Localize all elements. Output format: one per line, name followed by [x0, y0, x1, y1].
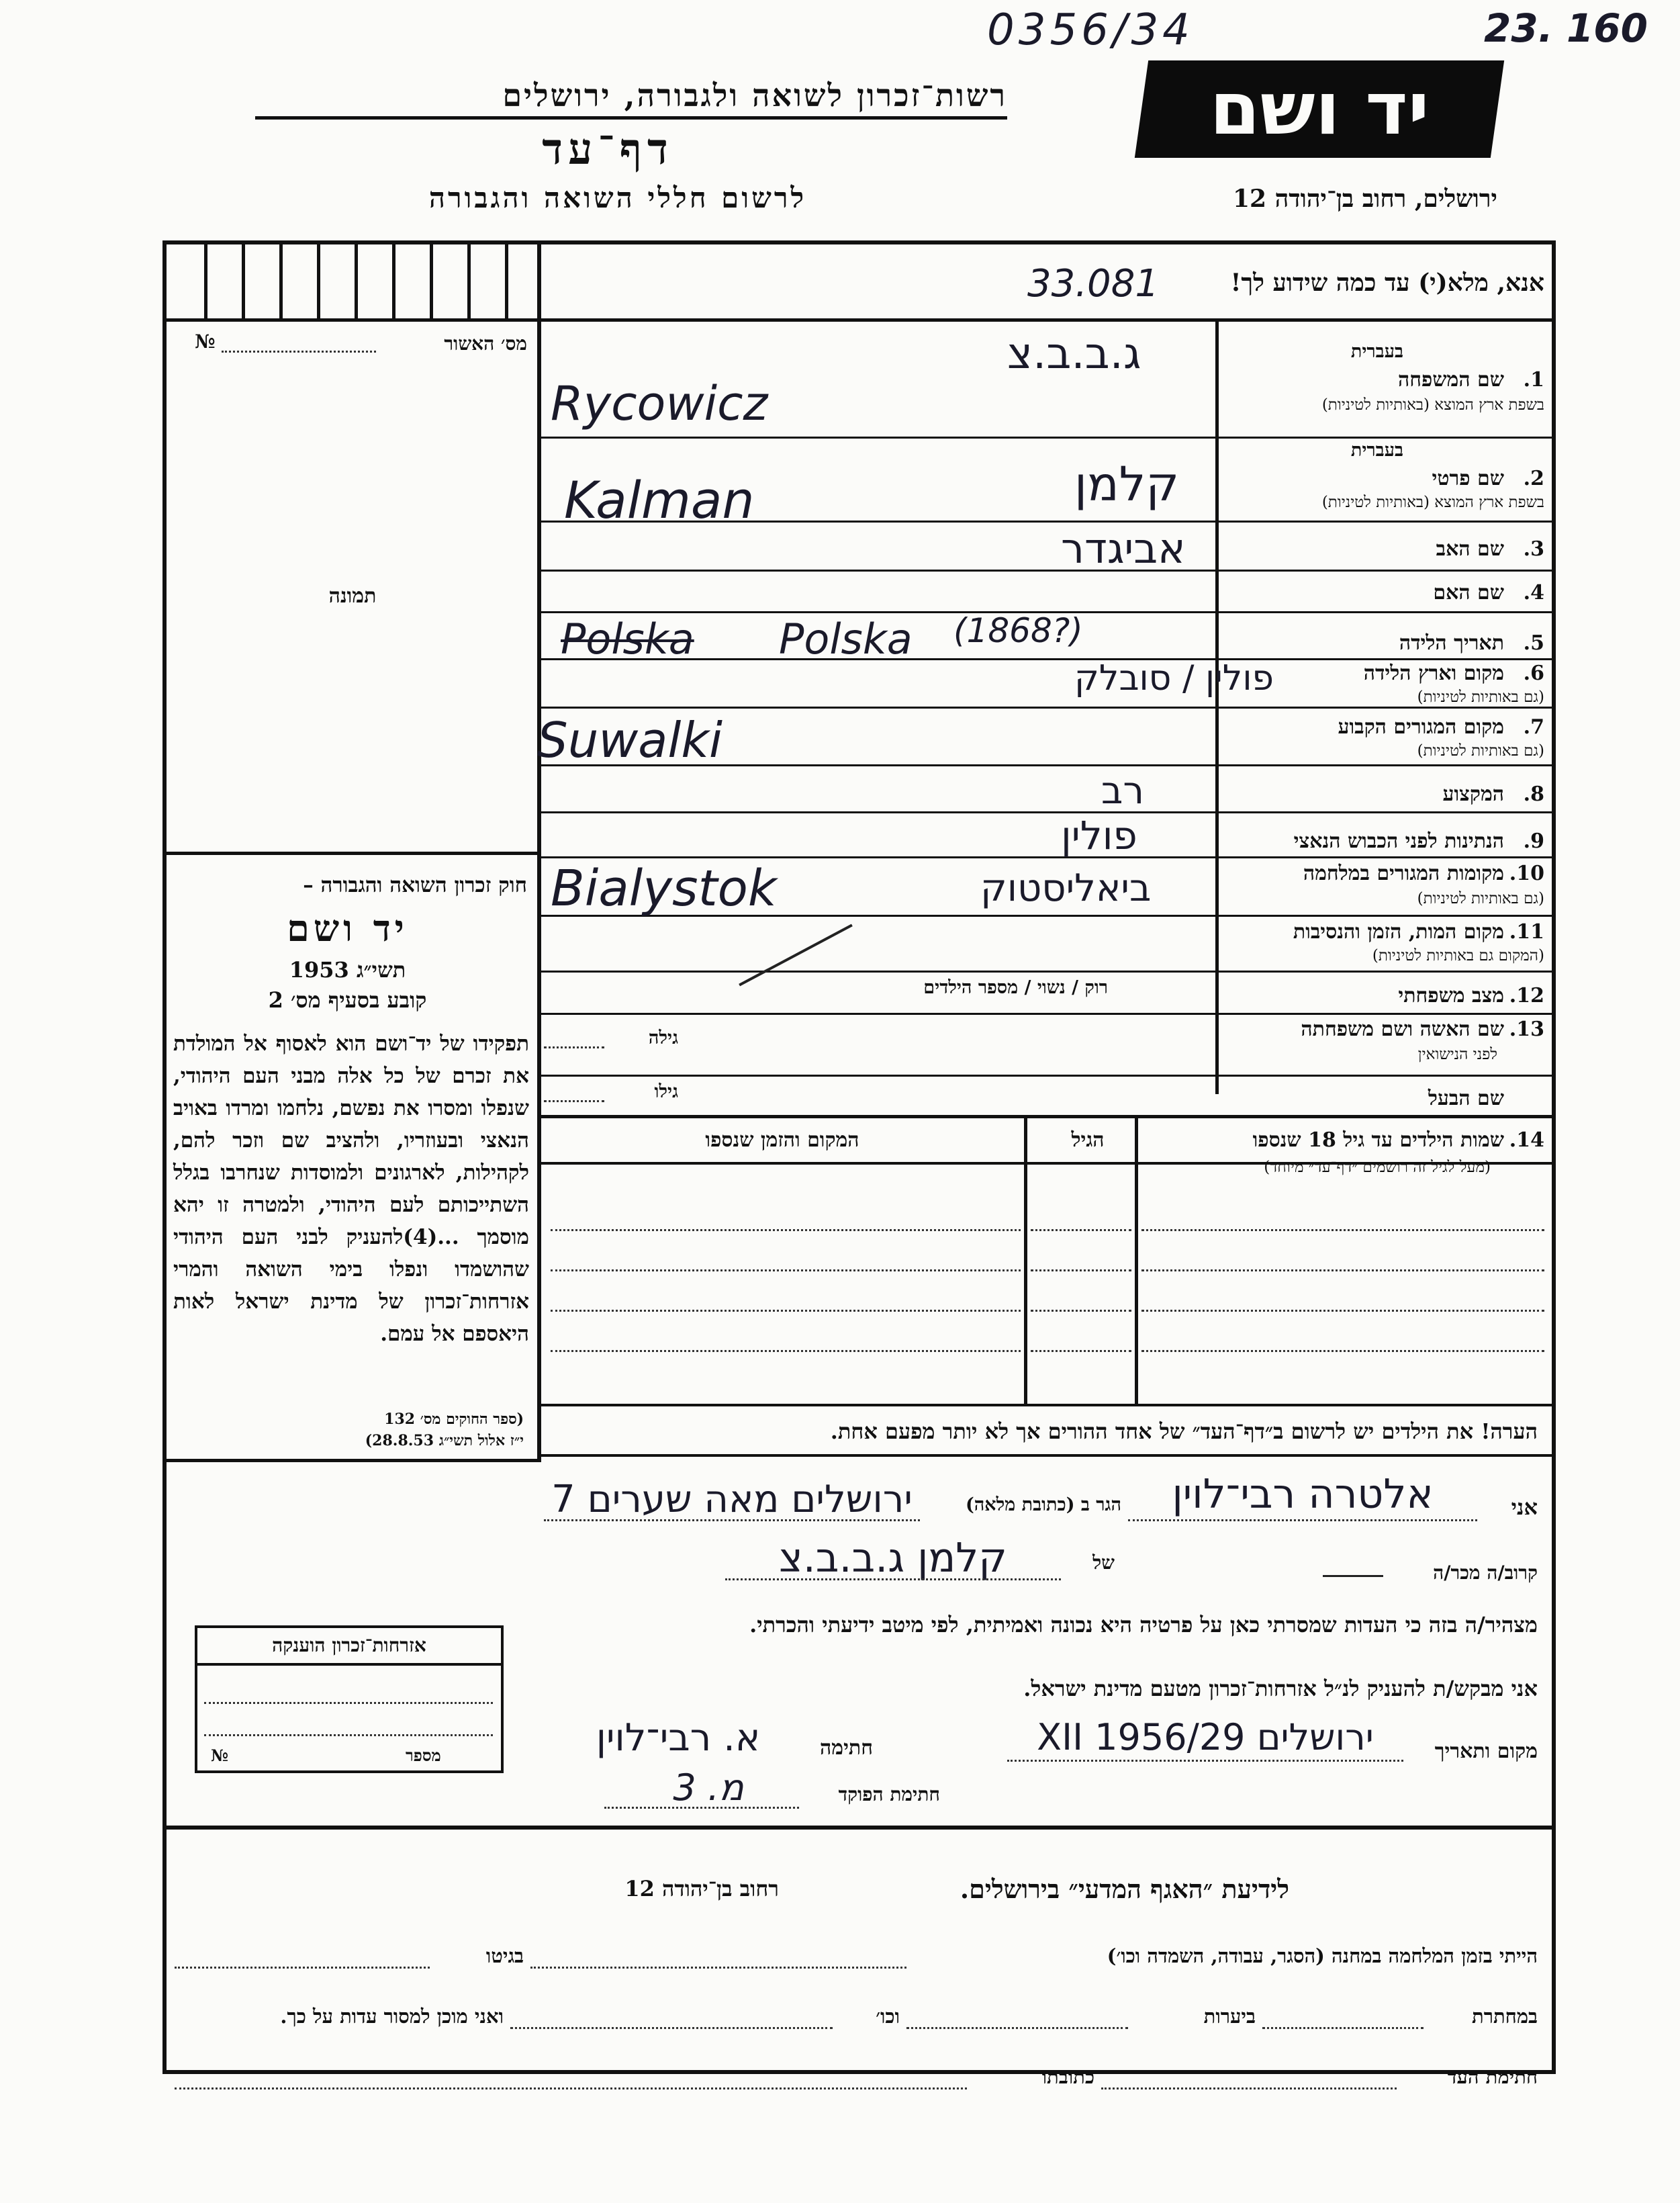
footer-title: לידיעת ״האגף המדעי״ בירושלים. — [960, 1874, 1289, 1904]
field-9-num: 9. — [1523, 829, 1544, 853]
decl-request: אני מבקש/ת להעניק לנ״ל אזרחות־זכרון מטעם מדינת ישראל. — [1023, 1676, 1538, 1701]
field-11-num: 11. — [1509, 920, 1544, 944]
field-4-label: שם האם — [1433, 581, 1504, 604]
citizenship-box — [195, 1625, 504, 1773]
corner-number: 23. 160 — [1484, 5, 1648, 51]
photo-area — [175, 376, 530, 813]
decl-ani: אני — [1511, 1494, 1538, 1520]
photo-label: תמונה — [328, 584, 377, 608]
yad-vashem-logo — [1135, 60, 1504, 158]
footer-line1-b: בגיטו — [485, 1944, 524, 1967]
children-age-col: הגיל — [1071, 1128, 1105, 1152]
logo-text: יד ושם — [1209, 67, 1430, 151]
field-2-value-he: קלמן — [1074, 457, 1180, 512]
decl-of-label: של — [1092, 1552, 1115, 1574]
field-12-label: מצב משפחתי — [1398, 984, 1504, 1007]
field-5-label: תאריך הלידה — [1399, 631, 1504, 655]
field-10-sub: (גם באותיות לטיניות) — [1417, 890, 1544, 907]
decl-statement: מצהיר/ה בזה כי העדות שמסרתי כאן על פרטיה היא נכונה ואמיתית, לפי מיטב ידיעתי והכרתי. — [749, 1612, 1538, 1637]
footer-line2-d: ואני מוכן למסור עדות על כך. — [280, 2005, 504, 2028]
decl-place-date-label: מקום ותאריך — [1434, 1740, 1538, 1763]
field-13-num: 13. — [1509, 1018, 1544, 1041]
note-text: הערה! את הילדים יש לרשום ב״דף־העד״ של אחד ההורים אך לא יותר מפעם אחת. — [830, 1419, 1538, 1444]
form-subtitle: לרשום חללי השואה והגבורה — [428, 181, 807, 214]
approval-label: מס׳ האשור — [444, 332, 527, 355]
field-1-sub: בשפת ארץ המוצא (באותיות לטיניות) — [1321, 396, 1544, 414]
field-7-num: 7. — [1523, 715, 1544, 739]
decl-signature-label: חתימה — [820, 1736, 873, 1760]
field-1-value-he: ג.ב.ב.צ — [1007, 329, 1141, 379]
stamp-number: 0356/34 — [987, 5, 1194, 55]
field-8-value-he: רב — [1101, 769, 1144, 813]
field-8-num: 8. — [1523, 782, 1544, 806]
field-3-label: שם האב — [1436, 537, 1504, 561]
form-title: דף־עד — [542, 124, 673, 175]
decl-signature: א. רבי־לוין — [596, 1716, 761, 1760]
law-ref-1: (ספר החוקים מס׳ 132 — [384, 1410, 524, 1428]
field-10-num: 10. — [1509, 862, 1544, 885]
field-13-label: שם האשה ושם משפחתה — [1301, 1018, 1504, 1041]
field-1-value-latin: Rycowicz — [551, 376, 768, 431]
header-address: ירושלים, רחוב בן־יהודה 12 — [1232, 185, 1497, 213]
tick-cells — [167, 244, 543, 318]
wife-age-label: גילה — [648, 1028, 678, 1048]
field-6-label: מקום וארץ הלידה — [1363, 662, 1504, 685]
field-7-sub: (גם באותיות לטיניות) — [1417, 742, 1544, 760]
field-11-sub: (המקום גם באותיות לטיניות) — [1372, 947, 1544, 964]
field-2-sub: בשפת ארץ המוצא (באותיות לטיניות) — [1321, 494, 1544, 511]
field-2-tag: בעברית — [1350, 440, 1403, 461]
field-1-label: שם המשפחה — [1397, 368, 1504, 392]
decl-relative-strike — [1323, 1575, 1383, 1577]
footer-address: רחוב בן־יהודה 12 — [624, 1876, 779, 1901]
children-sub: (מעל לגיל זה רושמים ״דף־עד״ מיוחד) — [1264, 1159, 1491, 1176]
law-section: קובע בסעיף מס׳ 2 — [268, 987, 427, 1013]
approval-no: № — [195, 330, 216, 353]
husband-age-label: גילו — [654, 1081, 678, 1102]
field-1-tag: בעברית — [1350, 341, 1403, 362]
field-3-value-he: אביגדר — [1061, 524, 1186, 573]
field-3-num: 3. — [1523, 537, 1544, 561]
field-7-value-latin: Suwalki — [537, 712, 723, 768]
footer-line2-b: ביערות — [1203, 2005, 1256, 2028]
footer-line1-a: הייתי בזמן המלחמה במחנה (הסגר, עבודה, השמדה וכו׳) — [1107, 1944, 1538, 1967]
law-text: תפקידו של יד־ושם הוא לאסוף אל המולדת את זכרם של כל אלה מבני העם היהודי, שנפלו ומסרו את נפשם, נלחמו ומרדו באויב הנאצי ובעוזריו, ולהציב שם וזכר להם, לקהילות, לארגונים ולמוסדות שנחרבו בגלל השתייכותם לעם היהודי, ולמטרה זו יהא מוסמך ...(4)להעניק לבני העם היהודי שהושמדו ונפלו בימי השואה והמרי אזרחות־זכרון של מדינת ישראל לאות היאספם אל עמם. — [173, 1032, 529, 1346]
footer-line2-c: וכו׳ — [876, 2005, 900, 2028]
field-5-num: 5. — [1523, 631, 1544, 655]
intro-number: 33.081 — [1027, 262, 1159, 306]
citizenship-number-sign: № — [211, 1746, 229, 1765]
footer-line3-b: כתובתו — [1041, 2065, 1094, 2088]
citizenship-number-label: מספר — [406, 1746, 441, 1765]
authority-heading: רשות־זכרון לשואה ולגבורה, ירושלים — [255, 77, 1007, 120]
field-7-label: מקום המגורים הקבוע — [1338, 715, 1504, 739]
decl-resident-label: הגר ב (כתובת מלאה) — [965, 1494, 1121, 1515]
field-12-num: 12. — [1509, 984, 1544, 1007]
law-ref-2: י״ז אלול תשי״ג 28.8.53) — [365, 1432, 524, 1449]
field-10-value-he: ביאליסטוק — [980, 866, 1152, 910]
law-year: תשי״ג 1953 — [289, 957, 406, 983]
field-1-num: 1. — [1523, 368, 1544, 392]
intro-text: אנא, מלא(י) עד כמה שידוע לך! — [1230, 269, 1544, 297]
field-6-value-he: פולין / סובלק — [1074, 658, 1274, 699]
law-name: יד ושם — [287, 907, 408, 950]
decl-officer-label: חתימת הפוקד — [838, 1783, 940, 1805]
field-6-num: 6. — [1523, 662, 1544, 685]
citizenship-box-title: אזרחות־זכרון הוענקה — [197, 1628, 501, 1666]
footer-line3-a: חתימת העד — [1447, 2065, 1538, 2088]
field-9-label: הנתינות לפני הכבוש הנאצי — [1293, 829, 1504, 853]
field-13-sub: לפני הנישואין — [1417, 1046, 1497, 1063]
decl-relative-of: קלמן ג.ב.ב.צ — [779, 1535, 1007, 1582]
field-12-options: רוק / נשוי / מספר הילדים — [923, 977, 1108, 998]
husband-label: שם הבעל — [1428, 1087, 1504, 1110]
children-place-col: המקום והזמן שנספו — [705, 1128, 859, 1152]
children-num: 14. — [1509, 1128, 1544, 1152]
decl-address: ירושלים מאה שערים 7 — [551, 1478, 913, 1521]
field-2-label: שם פרטי — [1432, 467, 1504, 490]
decl-name: אלטרה רבי־לוין — [1172, 1471, 1434, 1518]
field-6-value-latin: Polska — [779, 615, 913, 664]
field-6-sub: (גם באותיות לטיניות) — [1417, 688, 1544, 706]
field-9-value-he: פולין — [1061, 813, 1137, 858]
field-10-label: מקומות המגורים במלחמה — [1303, 862, 1504, 885]
field-2-num: 2. — [1523, 467, 1544, 490]
field-5-value: (1868?) — [953, 611, 1083, 650]
decl-place-date: ירושלים 29/XII 1956 — [1037, 1716, 1374, 1758]
decl-officer: מ. 3 — [673, 1766, 744, 1809]
footer-line2-a: במחתרת — [1472, 2005, 1538, 2028]
field-4-num: 4. — [1523, 581, 1544, 604]
field-11-label: מקום המות, הזמן והנסיבות — [1293, 920, 1504, 944]
children-label: שמות הילדים עד גיל 18 שנספו — [1252, 1128, 1504, 1152]
decl-relative-label: קרוב/ה מכר/ה — [1433, 1562, 1538, 1584]
field-6-value-struck: Polska — [561, 615, 694, 664]
field-8-label: המקצוע — [1442, 782, 1504, 806]
field-2-value-latin: Kalman — [564, 470, 755, 530]
field-10-value-latin: Bialystok — [551, 860, 777, 917]
law-title: חוק זכרון השואה והגבורה – — [303, 873, 527, 897]
